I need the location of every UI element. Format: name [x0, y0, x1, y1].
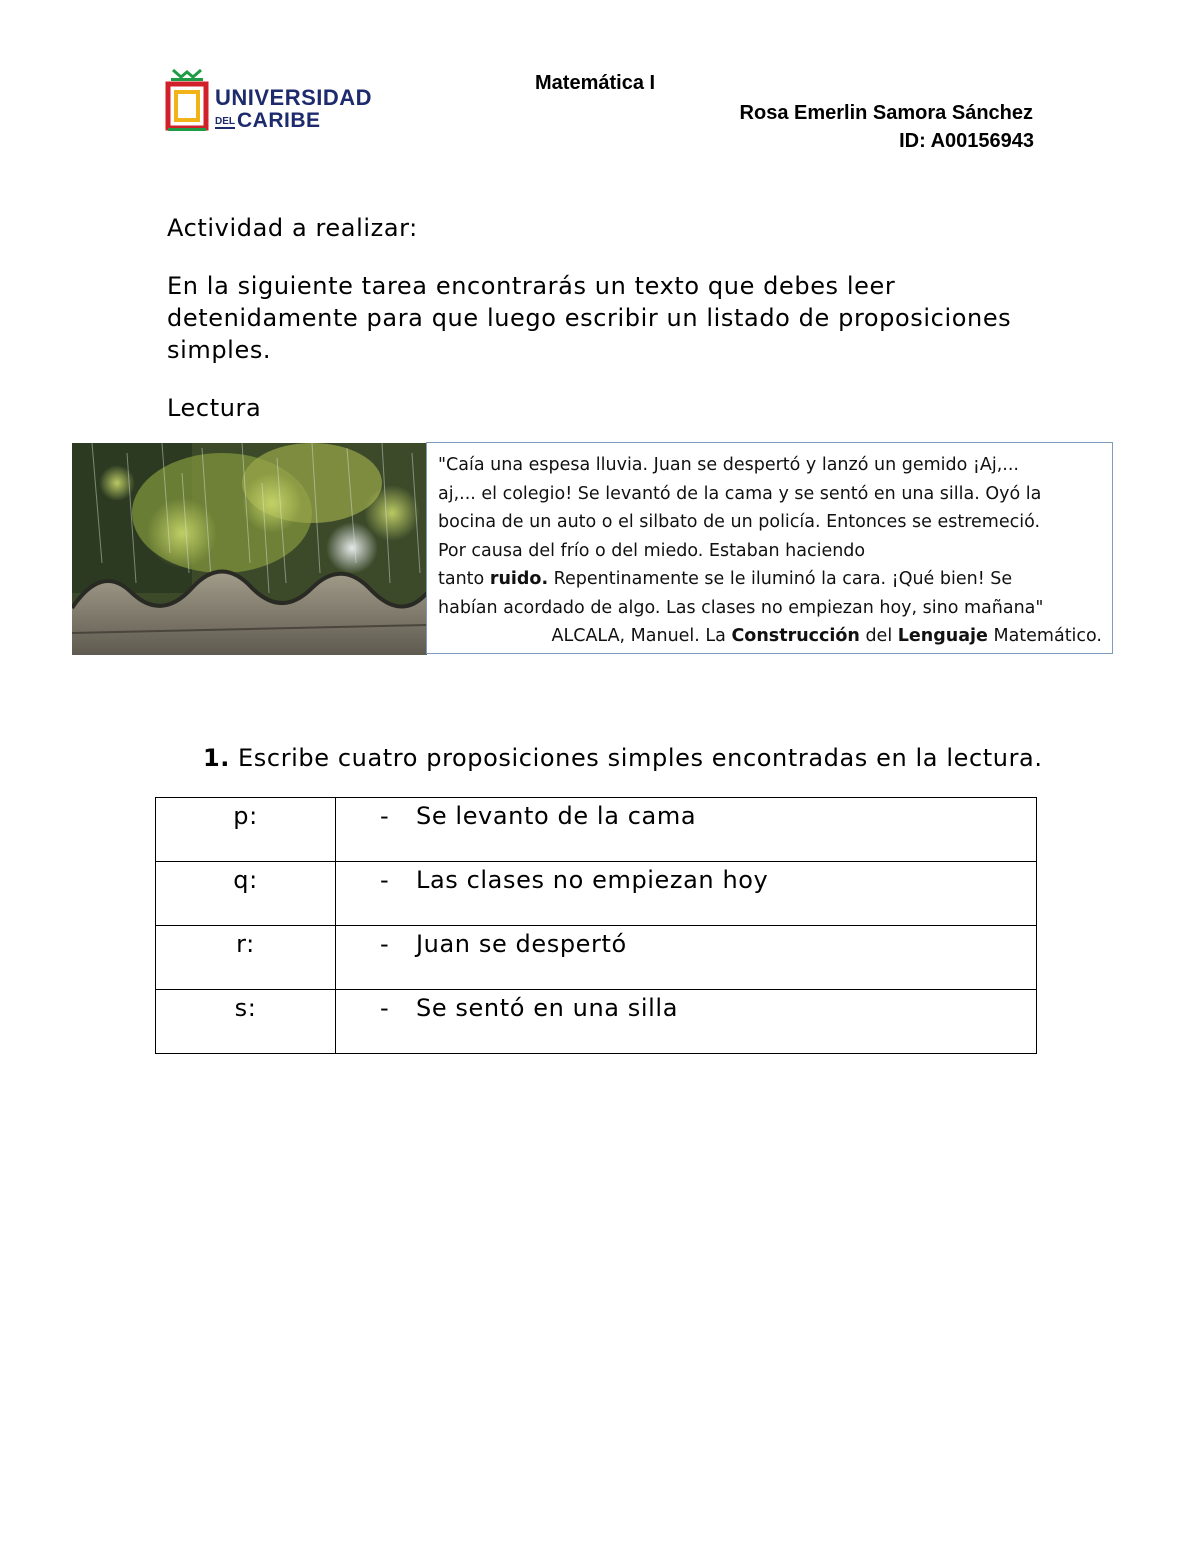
proposition-text: Juan se despertó [416, 930, 627, 958]
course-title: Matemática I [535, 72, 656, 94]
proposition-text: Se sentó en una silla [416, 994, 679, 1022]
quote-line: bocina de un auto o el silbato de un policía. Entonces se estremeció. [438, 512, 1041, 532]
citation-text: ALCALA, Manuel. La [551, 626, 732, 646]
question-1 [203, 742, 1043, 774]
rain-on-roof-photo [72, 443, 427, 655]
reading-heading: Lectura [167, 394, 262, 422]
proposition-cell [336, 990, 1037, 1054]
instructions-paragraph: En la siguiente tarea encontrarás un texto que debes leer detenidamente para que luego escribir un listado de proposiciones simples. [167, 272, 1012, 364]
university-logo-icon [165, 68, 209, 134]
logo-text-del-caribe [215, 109, 321, 133]
university-logo [165, 68, 380, 134]
proposition-variable: r: [156, 926, 336, 990]
citation-text: del [859, 626, 898, 646]
list-dash: - [380, 802, 390, 830]
quote-line: Por causa del frío o del miedo. Estaban haciendo [438, 540, 866, 561]
proposition-cell [336, 862, 1037, 926]
logo-text-caribe: CARIBE [237, 109, 321, 132]
logo-text-universidad: UNIVERSIDAD [215, 85, 373, 110]
quote-line: habían acordado de algo. Las clases no empiezan hoy, sino mañana" [438, 597, 1044, 618]
proposition-cell [336, 798, 1037, 862]
table-row [156, 798, 1037, 862]
logo-text-del: DEL [215, 116, 235, 127]
proposition-variable: p: [156, 798, 336, 862]
table-row [156, 926, 1037, 990]
list-dash: - [380, 930, 390, 958]
student-id: ID: A00156943 [899, 130, 1034, 152]
quote-line: "Caía una espesa lluvia. Juan se despertó y lanzó un gemido ¡Aj,... [438, 455, 1019, 475]
question-number: 1. [203, 744, 231, 772]
citation-bold: Lenguaje [897, 626, 988, 646]
proposition-cell [336, 926, 1037, 990]
quote-text: tanto [438, 569, 490, 589]
question-text: Escribe cuatro proposiciones simples encontradas en la lectura. [238, 744, 1043, 772]
list-dash: - [380, 866, 390, 894]
propositions-table [155, 797, 1037, 1054]
proposition-variable: q: [156, 862, 336, 926]
table-row [156, 862, 1037, 926]
quote-line [438, 565, 1102, 594]
proposition-variable: s: [156, 990, 336, 1054]
quote-text: Repentinamente se le iluminó la cara. ¡Qué bien! Se [548, 569, 1013, 589]
citation-bold: Construcción [731, 626, 860, 646]
student-name: Rosa Emerlin Samora Sánchez [739, 102, 1033, 124]
quote-line: aj,... el colegio! Se levantó de la cama y se sentó en una silla. Oyó la [438, 483, 1042, 504]
proposition-text: Las clases no empiezan hoy [416, 866, 769, 894]
list-dash: - [380, 994, 390, 1022]
citation-text: Matemático. [987, 626, 1102, 646]
proposition-text: Se levanto de la cama [416, 802, 697, 830]
reading-quote-box [426, 442, 1113, 654]
activity-heading: Actividad a realizar: [167, 214, 418, 242]
table-row [156, 990, 1037, 1054]
quote-citation [438, 622, 1102, 651]
quote-bold: ruido. [489, 569, 549, 589]
